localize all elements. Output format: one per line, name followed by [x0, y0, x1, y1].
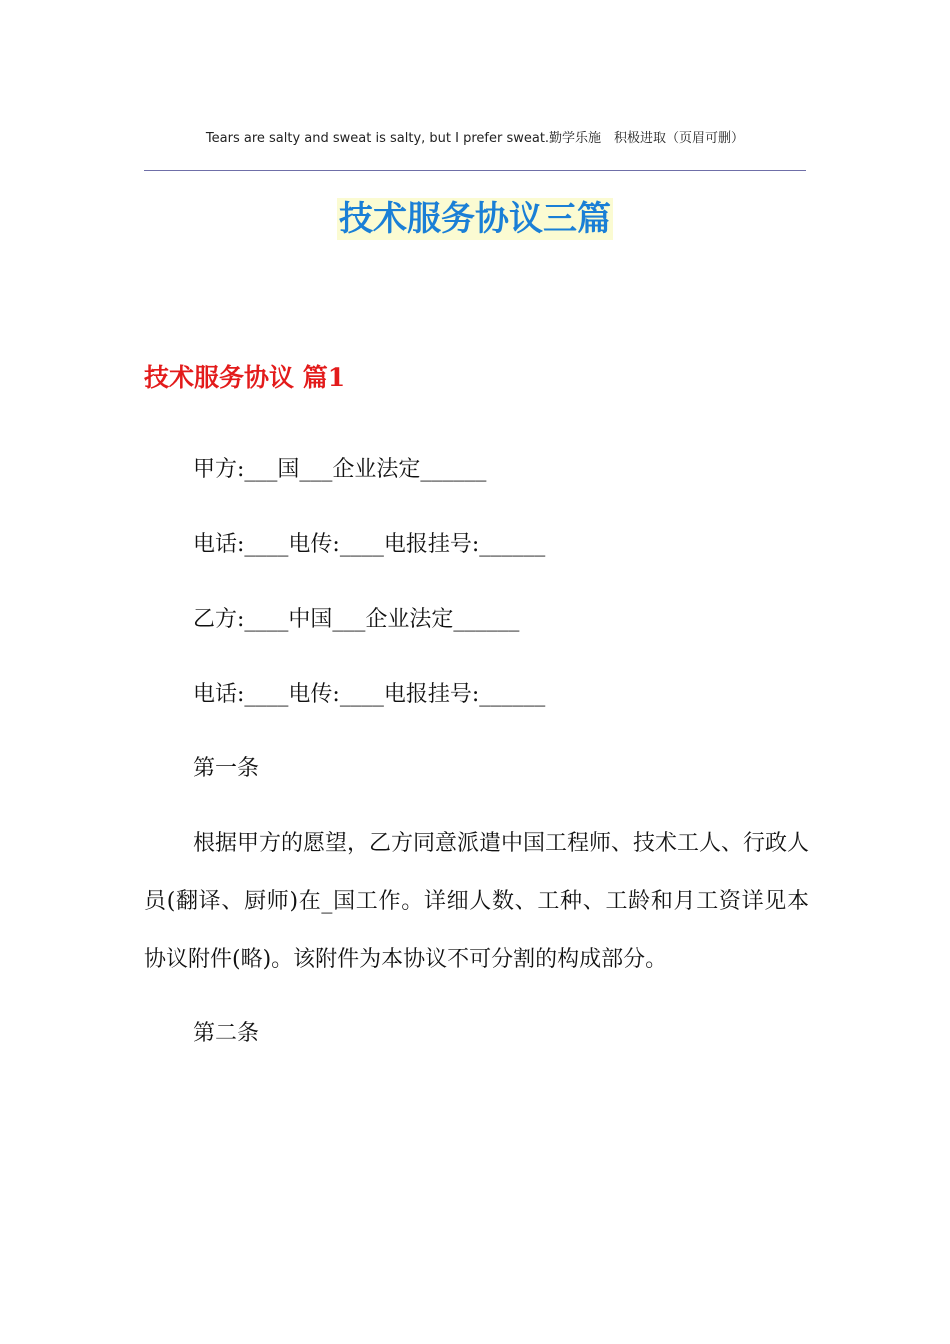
- party-a-contact-line: 电话:____电传:____电报挂号:______: [193, 532, 546, 557]
- party-a-line: 甲方:___国___企业法定______: [193, 457, 487, 482]
- document-title-container: [0, 198, 950, 240]
- article-1-paragraph: 根据甲方的愿望，乙方同意派遣中国工程师、技术工人、行政人员(翻译、厨师)在_国工作。详细人数、工种、工龄和月工资详见本协议附件(略)。该附件为本协议不可分割的构成部分。: [144, 831, 810, 972]
- document-title: 技术服务协议三篇: [339, 199, 611, 239]
- party-b-line: 乙方:____中国___企业法定______: [193, 607, 520, 632]
- header-divider: [144, 170, 806, 171]
- page-header-text: Tears are salty and sweat is salty, but I prefer sweat.勤学乐施 积极进取（页眉可删）: [205, 131, 745, 146]
- article-1-heading: 第一条: [193, 756, 260, 781]
- article-2-heading: 第二条: [193, 1021, 260, 1046]
- party-b-contact-line: 电话:____电传:____电报挂号:______: [193, 682, 546, 707]
- section-heading: 技术服务协议 篇1: [144, 363, 346, 392]
